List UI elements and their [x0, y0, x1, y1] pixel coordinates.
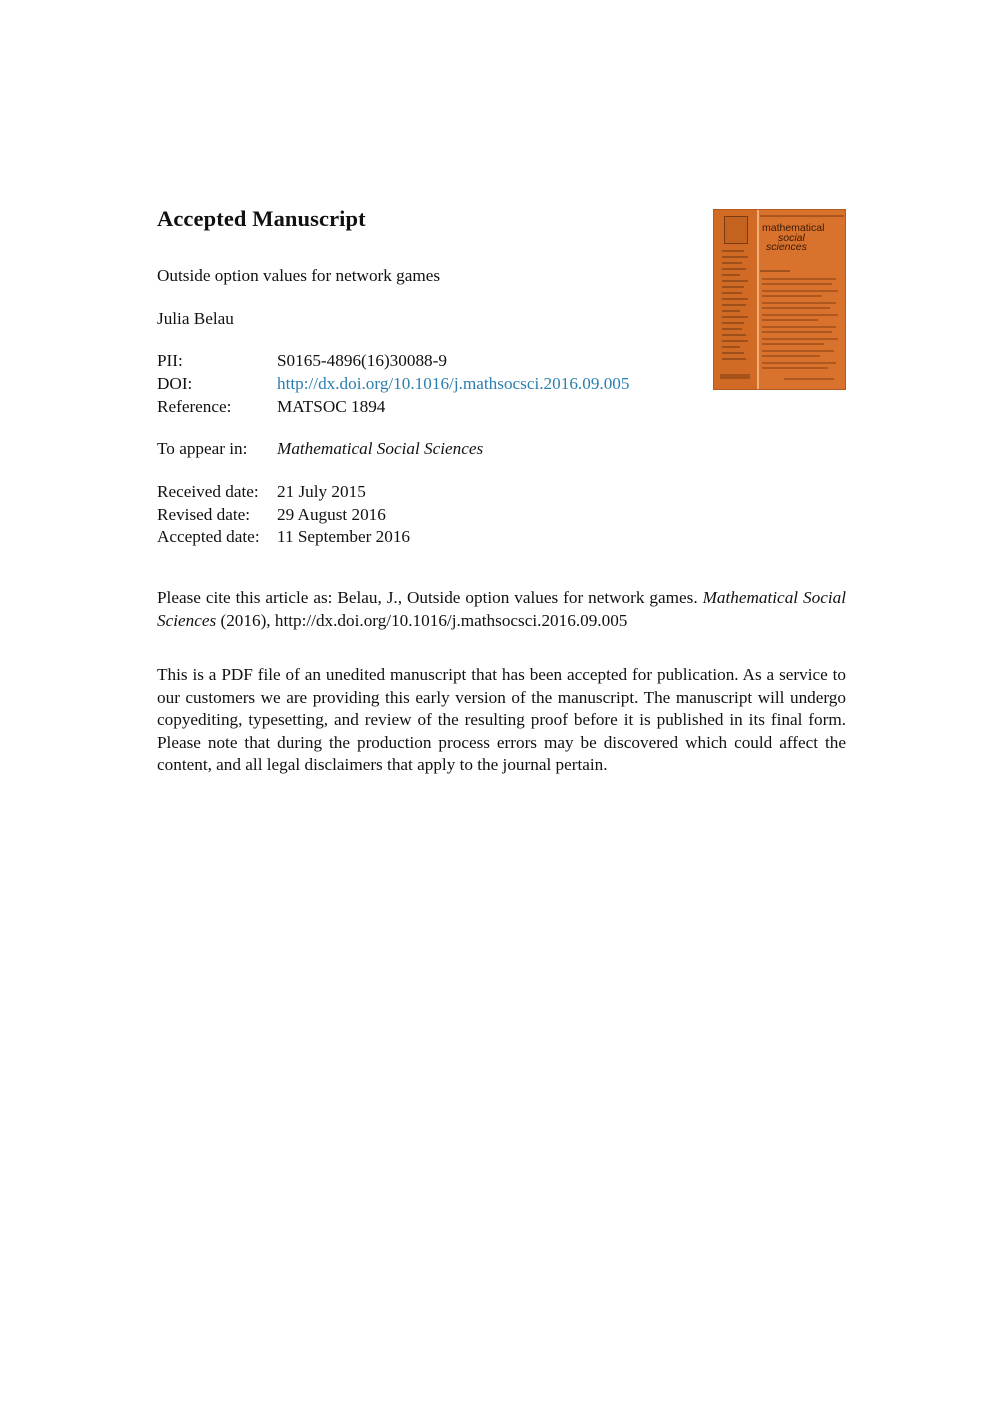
- cover-decor-line: [722, 358, 746, 360]
- disclaimer-paragraph: This is a PDF file of an unedited manuscript that has been accepted for publication. As a service to our customers we are providing this early version of the manuscript. The manuscript will undergo copyediting, typesetting, and review of the resulting proof before it is published in its final form. Please note that during the production process errors may be discovered which could affect the content, and all legal disclaimers that apply to the journal pertain.: [157, 665, 846, 775]
- publisher-logo-icon: [720, 374, 750, 379]
- appear-label: To appear in:: [157, 439, 248, 458]
- cover-decor-line: [722, 334, 746, 336]
- cover-toc-line: [762, 302, 836, 304]
- meta-row-doi: [157, 373, 630, 395]
- article-title: Outside option values for network games: [157, 266, 441, 285]
- accepted-label: Accepted date:: [157, 527, 260, 546]
- cover-decor-line: [722, 262, 742, 264]
- cover-toc-line: [762, 290, 838, 292]
- cover-toc-line: [762, 326, 836, 328]
- pii-value: S0165-4896(16)30088-9: [277, 351, 447, 370]
- cover-toc-line: [762, 307, 830, 309]
- cover-toc-line: [762, 367, 828, 369]
- cover-toc-line: [762, 331, 832, 333]
- cover-toc-line: [762, 350, 834, 352]
- citation-suffix: (2016), http://dx.doi.org/10.1016/j.mathsocsci.2016.09.005: [216, 610, 628, 630]
- meta-row-appear: [157, 438, 483, 460]
- cover-toc-line: [762, 343, 824, 345]
- cover-toc-line: [762, 338, 838, 340]
- received-label: Received date:: [157, 482, 259, 501]
- meta-row-accepted: [157, 526, 410, 548]
- cover-decor-line: [722, 316, 748, 318]
- journal-name: Mathematical Social Sciences: [277, 439, 484, 458]
- citation-prefix: Please cite this article as: Belau, J., Outside option values for network games.: [157, 588, 703, 607]
- cover-title-line2: social: [778, 231, 805, 244]
- page-heading: Accepted Manuscript: [157, 206, 366, 231]
- cover-decor-line: [722, 310, 740, 312]
- cover-toc-line: [762, 314, 838, 316]
- cover-toc-line: [762, 319, 818, 321]
- cover-decor-line: [722, 286, 744, 288]
- journal-cover-image: [713, 209, 846, 390]
- cover-title-line1: mathematical: [762, 222, 825, 234]
- cover-decor-line: [722, 298, 748, 300]
- cover-decor-line: [722, 352, 744, 354]
- cover-decor-line: [722, 322, 744, 324]
- citation-journal: Mathematical Social Sciences: [157, 588, 846, 630]
- cover-decor-line: [722, 274, 740, 276]
- cover-decor-line: [722, 250, 744, 252]
- received-value: 21 July 2015: [277, 482, 366, 501]
- cover-decor-line: [722, 292, 742, 294]
- meta-row-received: [157, 481, 366, 503]
- meta-row-reference: [157, 396, 385, 418]
- cover-footer-line: [784, 378, 834, 380]
- meta-row-pii: [157, 350, 447, 372]
- cover-decor-line: [722, 340, 748, 342]
- doi-label: DOI:: [157, 374, 193, 393]
- cover-decor-line: [722, 304, 746, 306]
- doi-link[interactable]: http://dx.doi.org/10.1016/j.mathsocsci.2016.09.005: [277, 374, 630, 393]
- cover-contents-label: [760, 270, 790, 272]
- cover-toc-line: [762, 355, 820, 357]
- cover-decor-line: [722, 328, 742, 330]
- cover-decor-line: [722, 256, 748, 258]
- cover-toc-line: [762, 283, 832, 285]
- reference-value: MATSOC 1894: [277, 397, 386, 416]
- revised-value: 29 August 2016: [277, 505, 386, 524]
- accepted-value: 11 September 2016: [277, 527, 411, 546]
- author-name: Julia Belau: [157, 309, 234, 328]
- reference-label: Reference:: [157, 397, 232, 416]
- cover-decor-line: [722, 268, 746, 270]
- publisher-emblem-icon: [724, 216, 748, 244]
- cover-title-line3: sciences: [766, 241, 807, 253]
- cover-journal-title: [762, 224, 824, 253]
- revised-label: Revised date:: [157, 505, 251, 524]
- cover-decor-line: [722, 280, 748, 282]
- meta-row-revised: [157, 504, 386, 526]
- cover-decor-line: [722, 346, 740, 348]
- cover-toc-line: [762, 362, 836, 364]
- cover-top-bar: [760, 215, 844, 217]
- cover-toc-line: [762, 295, 822, 297]
- pii-label: PII:: [157, 351, 183, 370]
- cover-toc-line: [762, 278, 836, 280]
- cover-left-column: [714, 210, 759, 389]
- citation-paragraph: [157, 587, 846, 632]
